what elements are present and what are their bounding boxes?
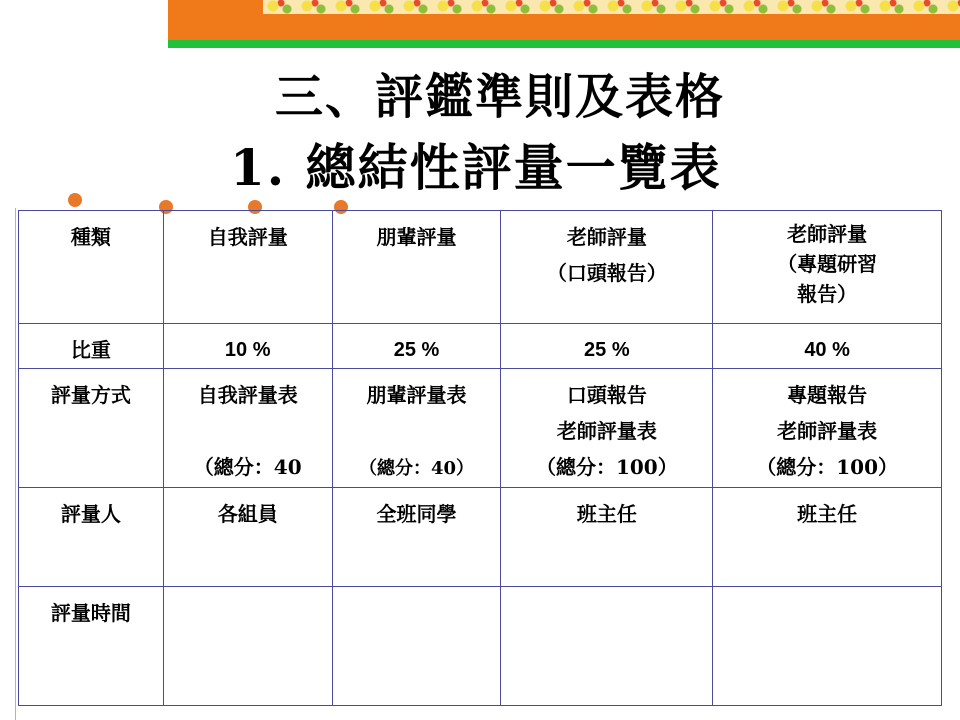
table-row — [19, 488, 942, 587]
table-row — [19, 324, 942, 369]
time-cell — [332, 587, 501, 706]
header-cell: 朋輩評量 — [332, 211, 501, 324]
time-cell — [163, 587, 332, 706]
weight-cell: 10 % — [163, 324, 332, 369]
assessor-cell: 各組員 — [163, 488, 332, 587]
flower-decoration — [263, 0, 960, 14]
decor-dot — [68, 193, 82, 207]
header-cell: 自我評量 — [163, 211, 332, 324]
assessor-cell: 班主任 — [501, 488, 713, 587]
row-label: 評量方式 — [19, 369, 164, 488]
green-divider — [168, 40, 960, 48]
method-cell: 口頭報告 老師評量表 （總分：100） — [501, 369, 713, 488]
slide-subtitle: 1. 總結性評量一覽表 — [230, 138, 722, 197]
method-cell: 專題報告 老師評量表 （總分：100） — [713, 369, 942, 488]
table-row — [19, 211, 942, 324]
assessment-table — [18, 210, 942, 706]
time-cell — [713, 587, 942, 706]
row-label: 種類 — [19, 211, 164, 324]
table-row — [19, 369, 942, 488]
row-label: 評量人 — [19, 488, 164, 587]
slide-title: 三、評鑑準則及表格 — [274, 69, 725, 125]
header-cell: 老師評量 （專題研習 報告） — [713, 211, 942, 324]
assessor-cell: 全班同學 — [332, 488, 501, 587]
weight-cell: 40 % — [713, 324, 942, 369]
method-cell: 朋輩評量表 （總分：40） — [332, 369, 501, 488]
decor-line — [15, 208, 16, 720]
row-label: 比重 — [19, 324, 164, 369]
weight-cell: 25 % — [501, 324, 713, 369]
table-row — [19, 587, 942, 706]
header-cell: 老師評量 （口頭報告） — [501, 211, 713, 324]
row-label: 評量時間 — [19, 587, 164, 706]
weight-cell: 25 % — [332, 324, 501, 369]
assessor-cell: 班主任 — [713, 488, 942, 587]
header-banner — [168, 0, 960, 40]
time-cell — [501, 587, 713, 706]
method-cell: 自我評量表 （總分：40 — [163, 369, 332, 488]
